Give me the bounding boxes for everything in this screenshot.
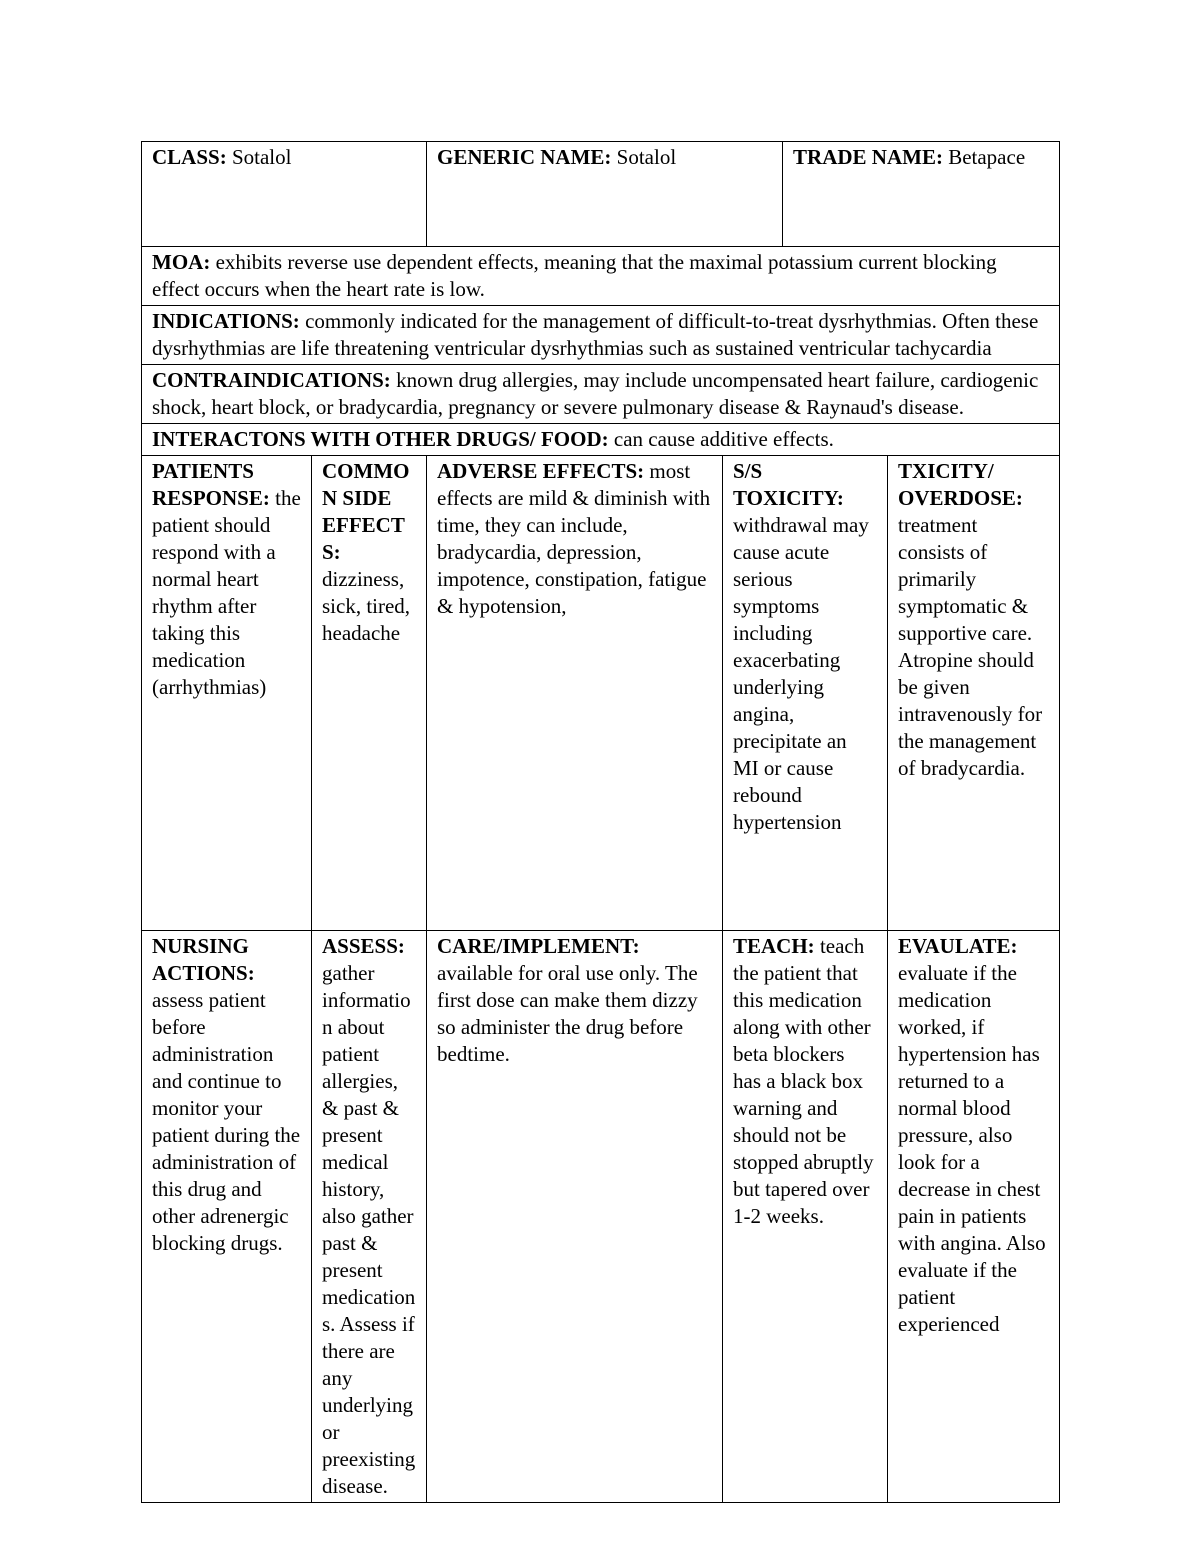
interactions-cell (142, 424, 1060, 456)
generic-name-value: Sotalol (616, 145, 677, 169)
indications-text: commonly indicated for the management of difficult-to-treat dysrhythmias. Often these dysrhythmias are life threatening ventricular dysrhythmias such as sustained ventricular tachycardia (152, 309, 1039, 360)
effects-row (142, 456, 1060, 931)
drug-card-table (141, 141, 1060, 1503)
class-cell (142, 142, 427, 247)
toxicity-signs-label: S/S TOXICITY: (733, 459, 844, 510)
care-implement-cell (427, 931, 723, 1503)
contraindications-text: known drug allergies, may include uncompensated heart failure, cardiogenic shock, heart block, or bradycardia, pregnancy or severe pulmonary disease & Raynaud's disease. (152, 368, 1039, 419)
contraindications-cell (142, 365, 1060, 424)
evaluate-cell (888, 931, 1060, 1503)
teach-text: teach the patient that this medication along with other beta blockers has a black box warning and should not be stopped abruptly but tapered over 1-2 weeks. (733, 934, 874, 1228)
interactions-row (142, 424, 1060, 456)
overdose-cell (888, 456, 1060, 931)
evaluate-label: EVAULATE: (898, 934, 1018, 958)
moa-row (142, 247, 1060, 306)
assess-label: ASSESS: (322, 934, 405, 958)
class-value: Sotalol (231, 145, 292, 169)
overdose-label: TXICITY/ OVERDOSE: (898, 459, 1023, 510)
indications-cell (142, 306, 1060, 365)
teach-label: TEACH: (733, 934, 815, 958)
drug-card-sheet (141, 141, 1059, 1503)
contraindications-label: CONTRAINDICATIONS: (152, 368, 391, 392)
common-side-effects-cell (312, 456, 427, 931)
interactions-text: can cause additive effects. (613, 427, 834, 451)
class-label: CLASS: (152, 145, 227, 169)
adverse-effects-text: most effects are mild & diminish with time, they can include, bradycardia, depression, impotence, constipation, fatigue & hypotension, (437, 459, 711, 618)
interactions-label: INTERACTONS WITH OTHER DRUGS/ FOOD: (152, 427, 609, 451)
trade-name-value: Betapace (948, 145, 1026, 169)
contraindications-row (142, 365, 1060, 424)
moa-label: MOA: (152, 250, 211, 274)
nursing-actions-label: NURSING ACTIONS: (152, 934, 255, 985)
toxicity-signs-cell (723, 456, 888, 931)
common-side-effects-text: dizziness, sick, tired, headache (322, 567, 411, 645)
patients-response-label: PATIENTS RESPONSE: (152, 459, 270, 510)
moa-text: exhibits reverse use dependent effects, meaning that the maximal potassium current blocking effect occurs when the heart rate is low. (152, 250, 997, 301)
nursing-actions-cell (142, 931, 312, 1503)
indications-row (142, 306, 1060, 365)
patients-response-text: the patient should respond with a normal heart rhythm after taking this medication (arrhythmias) (152, 486, 301, 699)
overdose-text: treatment consists of primarily symptomatic & supportive care. Atropine should be given intravenously for the management of bradycardia. (898, 513, 1043, 780)
trade-name-label: TRADE NAME: (793, 145, 943, 169)
care-implement-label: CARE/IMPLEMENT: (437, 934, 640, 958)
evaluate-text: evaluate if the medication worked, if hypertension has returned to a normal blood pressure, also look for a decrease in chest pain in patients with angina. Also evaluate if the patient experienced (898, 961, 1046, 1336)
adverse-effects-label: ADVERSE EFFECTS: (437, 459, 645, 483)
common-side-effects-label: COMMON SIDE EFFECTS: (322, 459, 410, 564)
header-row (142, 142, 1060, 247)
teach-cell (723, 931, 888, 1503)
nursing-row (142, 931, 1060, 1503)
assess-cell (312, 931, 427, 1503)
toxicity-signs-text: withdrawal may cause acute serious symptoms including exacerbating underlying angina, precipitate an MI or cause rebound hypertension (733, 513, 869, 834)
generic-name-cell (427, 142, 783, 247)
assess-text: gather information about patient allergies, & past & present medical history, also gather past & present medications. Assess if there are any underlying or preexisting disease. (322, 961, 416, 1498)
moa-cell (142, 247, 1060, 306)
trade-name-cell (783, 142, 1060, 247)
indications-label: INDICATIONS: (152, 309, 300, 333)
care-implement-text: available for oral use only. The first dose can make them dizzy so administer the drug before bedtime. (437, 961, 698, 1066)
generic-name-label: GENERIC NAME: (437, 145, 612, 169)
nursing-actions-text: assess patient before administration and continue to monitor your patient during the administration of this drug and other adrenergic blocking drugs. (152, 988, 301, 1255)
patients-response-cell (142, 456, 312, 931)
adverse-effects-cell (427, 456, 723, 931)
